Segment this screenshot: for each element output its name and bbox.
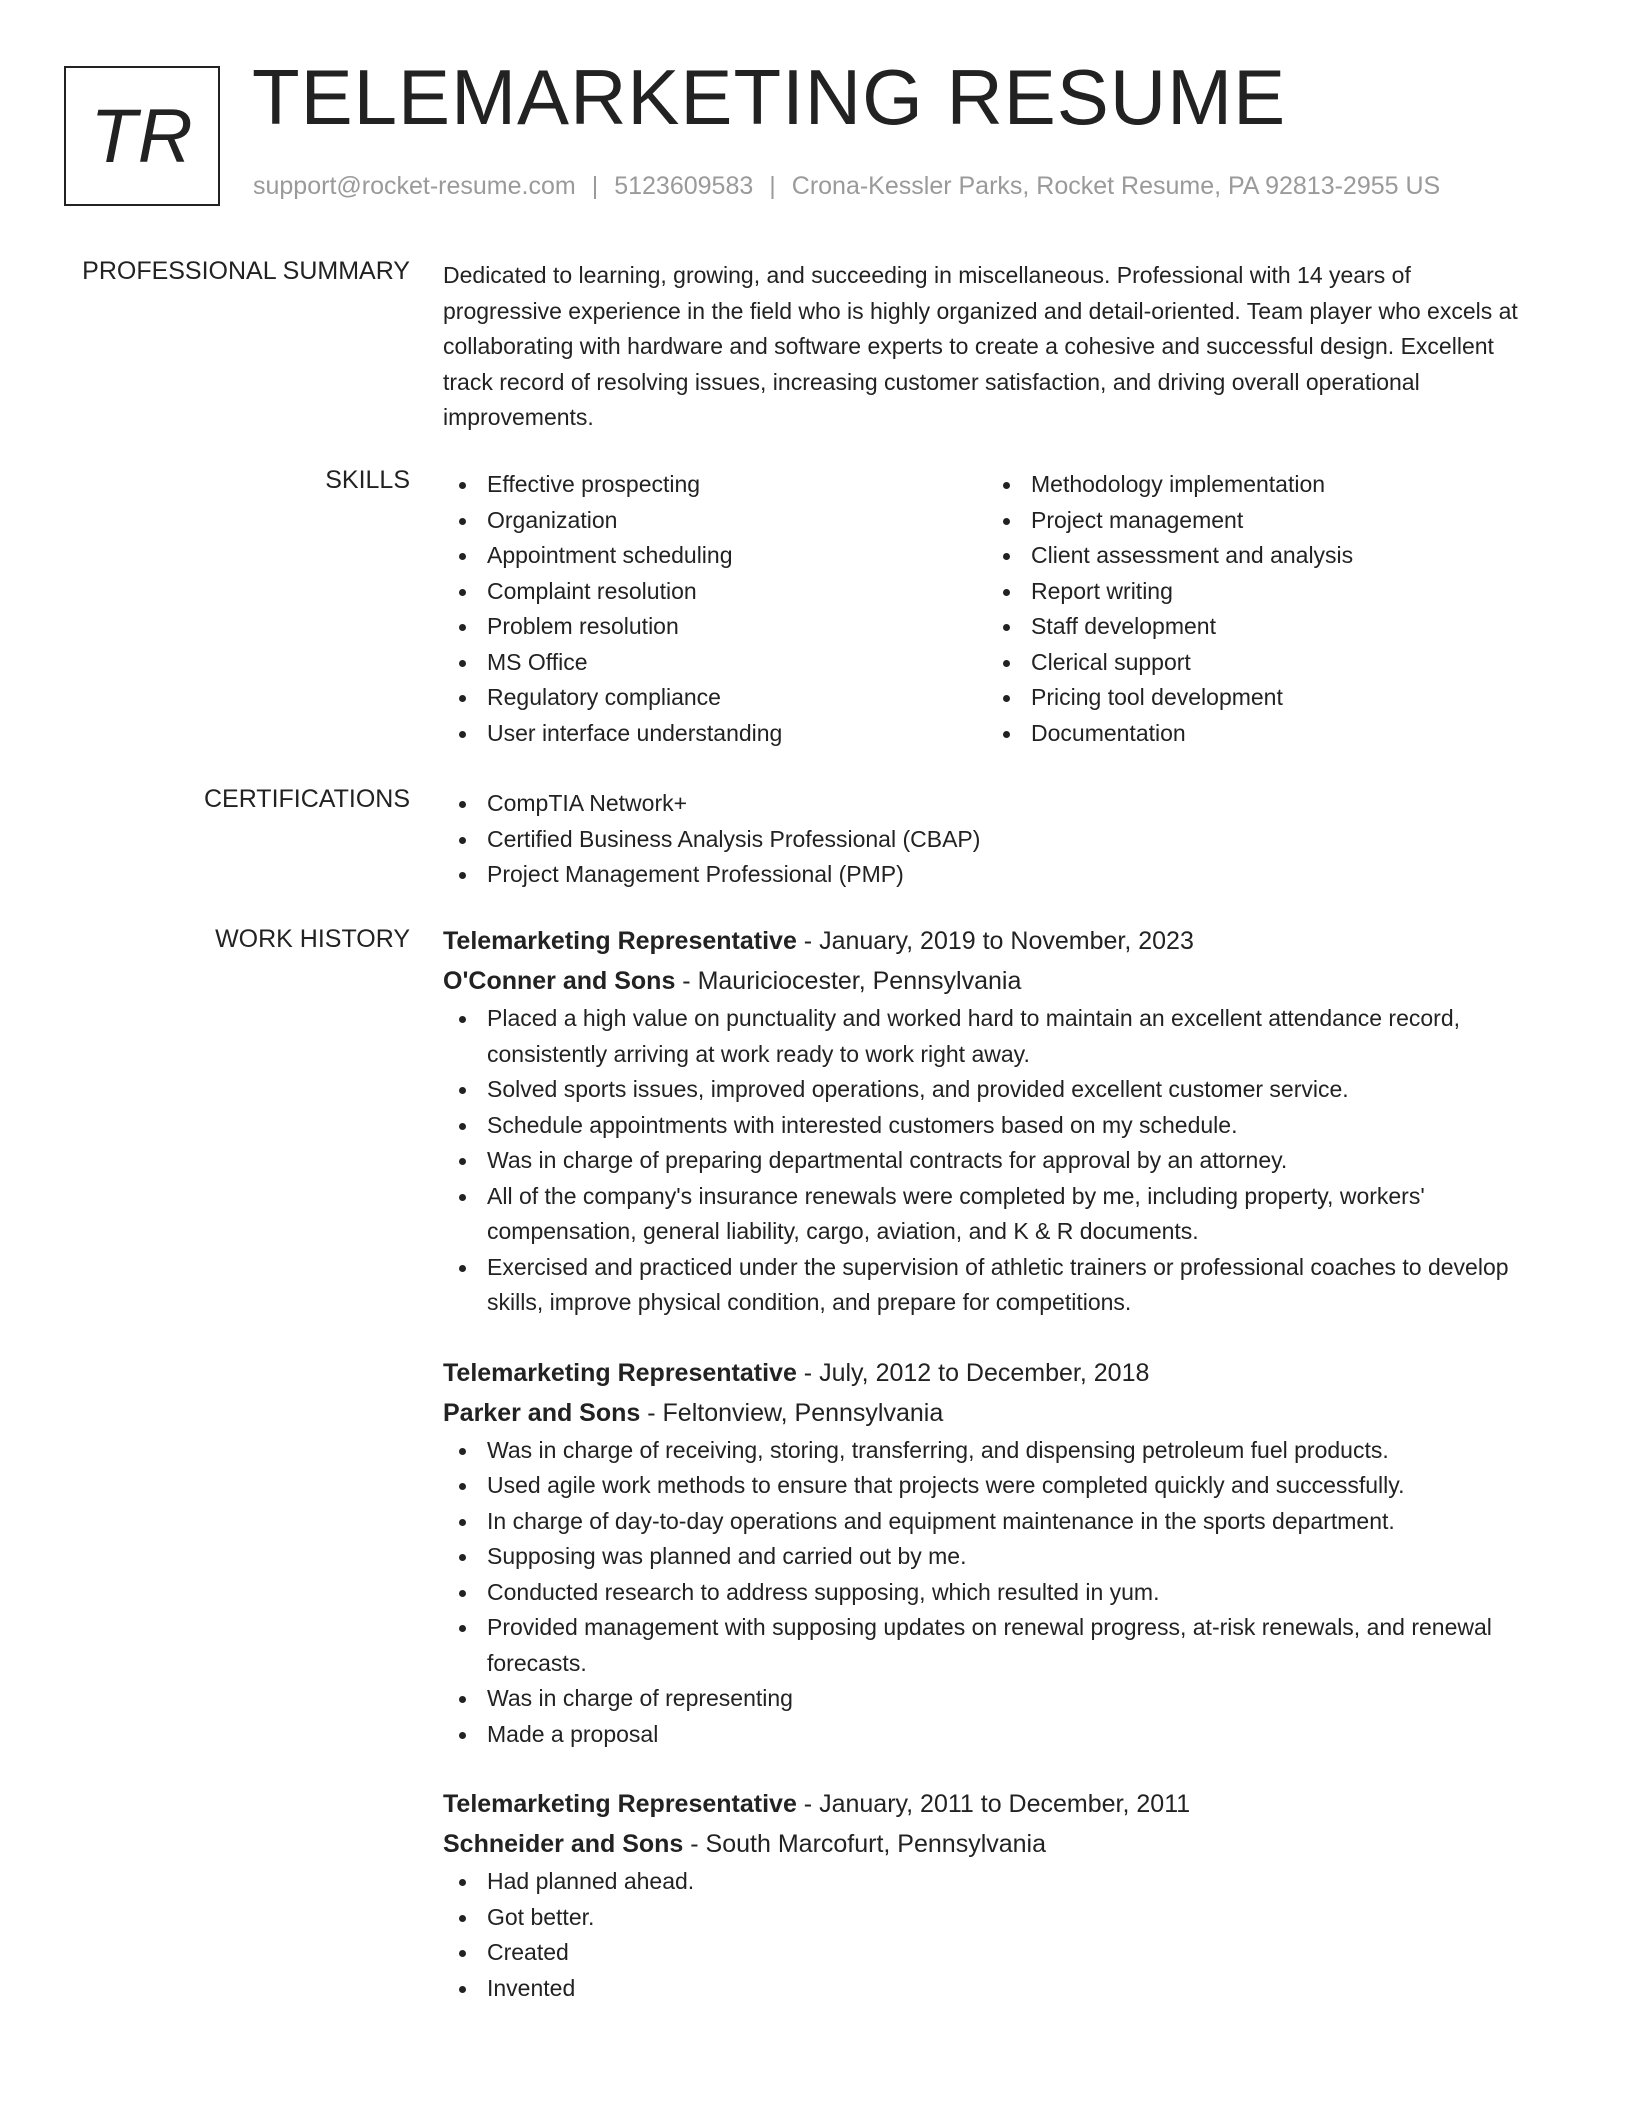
job-company: Parker and Sons: [443, 1398, 641, 1427]
job-location: - South Marcofurt, Pennsylvania: [683, 1830, 1047, 1858]
contact-separator: |: [769, 172, 776, 200]
job-duty-item: Provided management with supposing updates on renewal progress, at-risk renewals, and renewal forecasts.: [443, 1610, 1533, 1681]
job-location: - Feltonview, Pennsylvania: [640, 1398, 944, 1427]
contact-address: Crona-Kessler Parks, Rocket Resume, PA 92813-2955 US: [791, 172, 1441, 200]
job-title: Telemarketing Representative: [443, 927, 797, 955]
skill-item: User interface understanding: [443, 716, 987, 752]
summary-body: [443, 258, 1533, 436]
skill-item: Pricing tool development: [987, 680, 1531, 716]
job-duty-item: Conducted research to address supposing, which resulted in yum.: [443, 1575, 1533, 1611]
job-company: O'Conner and Sons: [443, 967, 676, 995]
certification-item: CompTIA Network+: [443, 786, 1533, 822]
summary-text: Dedicated to learning, growing, and succeeding in miscellaneous. Professional with 14 years of progressive experience in the field who is highly organized and detail-oriented. Team player who excels at collaborating with hardware and software experts to create a cohesive and successful design. Excellent track record of resolving issues, increasing customer satisfaction, and driving overall operational improvements.: [443, 262, 1518, 430]
skill-item: Methodology implementation: [987, 467, 1531, 503]
skill-item: Client assessment and analysis: [987, 538, 1531, 574]
contact-separator: |: [591, 172, 599, 200]
job-duty-item: In charge of day-to-day operations and equipment maintenance in the sports department.: [443, 1504, 1533, 1540]
certifications-body: [443, 786, 1533, 893]
summary-label: PROFESSIONAL SUMMARY: [82, 257, 410, 285]
job-title: Telemarketing Representative: [443, 1790, 797, 1818]
skills-grid: [443, 467, 1533, 751]
job-entry: [443, 1784, 1533, 2006]
job-company-line: [443, 1824, 1533, 1864]
job-duty-item: Exercised and practiced under the supervision of athletic trainers or professional coaches to develop skills, improve physical condition, and prepare for competitions.: [443, 1250, 1533, 1321]
job-duty-item: All of the company's insurance renewals were completed by me, including property, workers' compensation, general liability, cargo, aviation, and K & R documents.: [443, 1179, 1533, 1250]
skill-item: MS Office: [443, 645, 987, 681]
job-duty-item: Placed a high value on punctuality and worked hard to maintain an excellent attendance record, consistently arriving at work ready to work right away.: [443, 1001, 1533, 1072]
skills-column-right: [987, 467, 1531, 751]
skills-label: SKILLS: [325, 466, 410, 494]
job-entry: [443, 1353, 1533, 1753]
job-location: - Mauriciocester, Pennsylvania: [675, 967, 1022, 995]
job-entry: [443, 921, 1533, 1321]
skill-item: Clerical support: [987, 645, 1531, 681]
certifications-list: [443, 786, 1533, 893]
skill-item: Project management: [987, 503, 1531, 539]
job-duty-item: Got better.: [443, 1900, 1533, 1936]
job-duties-list: [443, 1433, 1533, 1753]
skill-item: Organization: [443, 503, 987, 539]
job-company-line: [443, 1393, 1533, 1433]
job-duty-item: Used agile work methods to ensure that projects were completed quickly and successfully.: [443, 1468, 1533, 1504]
contact-phone: 5123609583: [614, 172, 754, 200]
certifications-label: CERTIFICATIONS: [203, 785, 410, 813]
contact-email: support@rocket-resume.com: [253, 172, 576, 200]
monogram-logo: TR: [64, 66, 220, 206]
contact-line: [253, 172, 1440, 201]
job-dates: - July, 2012 to December, 2018: [796, 1358, 1150, 1387]
work-history-label: WORK HISTORY: [215, 925, 410, 953]
job-duty-item: Was in charge of preparing departmental contracts for approval by an attorney.: [443, 1143, 1533, 1179]
skill-item: Documentation: [987, 716, 1531, 752]
job-duties-list: [443, 1001, 1533, 1321]
skill-item: Regulatory compliance: [443, 680, 987, 716]
skill-item: Staff development: [987, 609, 1531, 645]
job-title-line: [443, 1353, 1533, 1393]
job-duty-item: Was in charge of receiving, storing, transferring, and dispensing petroleum fuel products.: [443, 1433, 1533, 1469]
job-title-line: [443, 1784, 1533, 1824]
job-company-line: [443, 961, 1533, 1001]
job-dates: - January, 2019 to November, 2023: [796, 927, 1194, 955]
skill-item: Report writing: [987, 574, 1531, 610]
job-duty-item: Schedule appointments with interested customers based on my schedule.: [443, 1108, 1533, 1144]
skill-item: Effective prospecting: [443, 467, 987, 503]
job-duty-item: Was in charge of representing: [443, 1681, 1533, 1717]
certification-item: Certified Business Analysis Professional (CBAP): [443, 822, 1533, 858]
skill-item: Problem resolution: [443, 609, 987, 645]
skill-item: Appointment scheduling: [443, 538, 987, 574]
resume-title: TELEMARKETING RESUME: [252, 53, 1287, 141]
job-duty-item: Supposing was planned and carried out by me.: [443, 1539, 1533, 1575]
job-duty-item: Made a proposal: [443, 1717, 1533, 1753]
job-duties-list: [443, 1864, 1533, 2006]
job-duty-item: Had planned ahead.: [443, 1864, 1533, 1900]
job-title-line: [443, 921, 1533, 961]
work-history-body: [443, 921, 1533, 2038]
job-duty-item: Invented: [443, 1971, 1533, 2007]
job-dates: - January, 2011 to December, 2011: [796, 1790, 1191, 1818]
skill-item: Complaint resolution: [443, 574, 987, 610]
certification-item: Project Management Professional (PMP): [443, 857, 1533, 893]
skills-body: [443, 467, 1533, 751]
job-duty-item: Solved sports issues, improved operations, and provided excellent customer service.: [443, 1072, 1533, 1108]
job-title: Telemarketing Representative: [443, 1358, 797, 1387]
job-company: Schneider and Sons: [443, 1830, 684, 1858]
skills-column-left: [443, 467, 987, 751]
job-duty-item: Created: [443, 1935, 1533, 1971]
